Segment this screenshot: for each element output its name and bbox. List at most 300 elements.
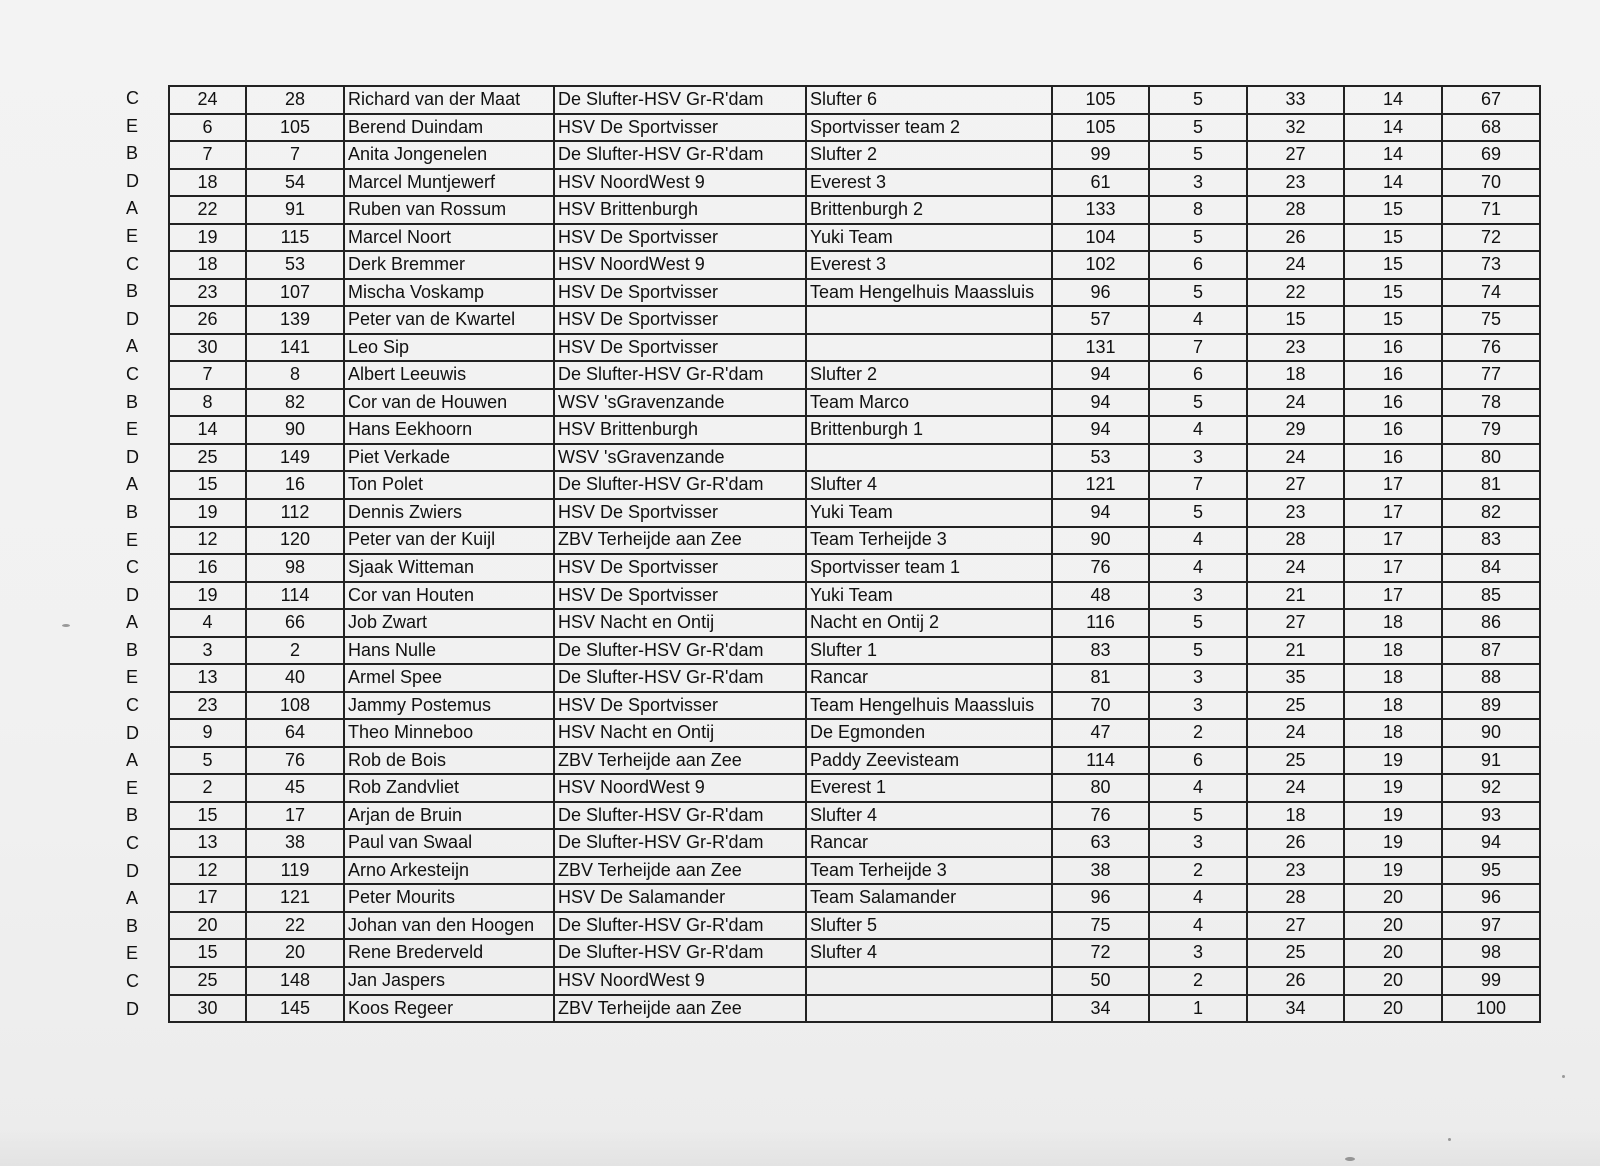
cell-col2: 149 <box>246 444 344 472</box>
cell-club: HSV De Sportvisser <box>554 582 806 610</box>
results-table <box>168 85 1541 1023</box>
cell-col7: 97 <box>1442 912 1540 940</box>
cell-club: HSV De Sportvisser <box>554 499 806 527</box>
cell-col4: 2 <box>1149 857 1247 885</box>
cell-name: Arjan de Bruin <box>344 802 554 830</box>
cell-col3: 96 <box>1052 884 1149 912</box>
cell-col6: 17 <box>1344 554 1442 582</box>
cell-col7: 84 <box>1442 554 1540 582</box>
cell-col4: 5 <box>1149 499 1247 527</box>
table-row <box>169 967 1540 995</box>
cell-name: Peter van der Kuijl <box>344 527 554 555</box>
cell-col2: 90 <box>246 416 344 444</box>
cell-col2: 108 <box>246 692 344 720</box>
cell-col3: 70 <box>1052 692 1149 720</box>
cell-col3: 61 <box>1052 169 1149 197</box>
cell-col6: 18 <box>1344 719 1442 747</box>
cell-team: Everest 3 <box>806 251 1052 279</box>
cell-col1: 22 <box>169 196 246 224</box>
cell-name: Rene Brederveld <box>344 939 554 967</box>
cell-col1: 19 <box>169 224 246 252</box>
cell-name: Peter Mourits <box>344 884 554 912</box>
cell-col1: 18 <box>169 169 246 197</box>
table-row <box>169 141 1540 169</box>
cell-team <box>806 995 1052 1023</box>
cell-col6: 20 <box>1344 884 1442 912</box>
group-letter-column <box>118 85 168 1023</box>
group-letter: D <box>126 584 139 605</box>
cell-col6: 17 <box>1344 527 1442 555</box>
cell-col5: 29 <box>1247 416 1344 444</box>
cell-col7: 76 <box>1442 334 1540 362</box>
cell-col4: 7 <box>1149 334 1247 362</box>
cell-col6: 15 <box>1344 279 1442 307</box>
cell-club: HSV De Sportvisser <box>554 279 806 307</box>
group-letter: B <box>126 805 139 826</box>
cell-name: Dennis Zwiers <box>344 499 554 527</box>
cell-team: Slufter 4 <box>806 802 1052 830</box>
cell-col1: 9 <box>169 719 246 747</box>
cell-col7: 99 <box>1442 967 1540 995</box>
group-letter: D <box>126 308 139 329</box>
cell-col1: 30 <box>169 995 246 1023</box>
cell-col1: 13 <box>169 829 246 857</box>
cell-col2: 66 <box>246 609 344 637</box>
cell-name: Theo Minneboo <box>344 719 554 747</box>
group-letter: A <box>126 750 139 771</box>
cell-col1: 15 <box>169 939 246 967</box>
cell-col4: 4 <box>1149 884 1247 912</box>
cell-name: Rob Zandvliet <box>344 774 554 802</box>
table-row <box>169 306 1540 334</box>
cell-col7: 95 <box>1442 857 1540 885</box>
cell-col5: 26 <box>1247 224 1344 252</box>
cell-name: Arno Arkesteijn <box>344 857 554 885</box>
cell-col7: 98 <box>1442 939 1540 967</box>
cell-club: De Slufter-HSV Gr-R'dam <box>554 361 806 389</box>
cell-col5: 15 <box>1247 306 1344 334</box>
table-row <box>169 361 1540 389</box>
table-row <box>169 719 1540 747</box>
cell-col5: 28 <box>1247 527 1344 555</box>
cell-col3: 99 <box>1052 141 1149 169</box>
cell-col5: 25 <box>1247 939 1344 967</box>
table-row <box>169 857 1540 885</box>
table-row <box>169 554 1540 582</box>
cell-name: Hans Eekhoorn <box>344 416 554 444</box>
cell-col5: 24 <box>1247 389 1344 417</box>
cell-col4: 3 <box>1149 829 1247 857</box>
cell-name: Marcel Noort <box>344 224 554 252</box>
cell-col5: 23 <box>1247 334 1344 362</box>
cell-col1: 13 <box>169 664 246 692</box>
cell-col4: 5 <box>1149 114 1247 142</box>
cell-col1: 3 <box>169 637 246 665</box>
group-letter: E <box>126 529 139 550</box>
cell-col5: 26 <box>1247 829 1344 857</box>
cell-col5: 35 <box>1247 664 1344 692</box>
cell-col5: 32 <box>1247 114 1344 142</box>
cell-col7: 86 <box>1442 609 1540 637</box>
cell-col3: 133 <box>1052 196 1149 224</box>
cell-col4: 7 <box>1149 471 1247 499</box>
table-row <box>169 664 1540 692</box>
group-letter: B <box>126 281 139 302</box>
cell-col6: 14 <box>1344 114 1442 142</box>
cell-club: WSV 'sGravenzande <box>554 389 806 417</box>
cell-name: Mischa Voskamp <box>344 279 554 307</box>
table-row <box>169 389 1540 417</box>
cell-name: Armel Spee <box>344 664 554 692</box>
cell-team: Sportvisser team 1 <box>806 554 1052 582</box>
cell-col6: 18 <box>1344 664 1442 692</box>
table-row <box>169 279 1540 307</box>
cell-col3: 38 <box>1052 857 1149 885</box>
cell-name: Marcel Muntjewerf <box>344 169 554 197</box>
cell-club: HSV Brittenburgh <box>554 196 806 224</box>
cell-col2: 40 <box>246 664 344 692</box>
cell-team <box>806 444 1052 472</box>
cell-col7: 92 <box>1442 774 1540 802</box>
cell-col4: 2 <box>1149 967 1247 995</box>
cell-col1: 19 <box>169 499 246 527</box>
cell-col5: 23 <box>1247 169 1344 197</box>
table-row <box>169 527 1540 555</box>
cell-col2: 105 <box>246 114 344 142</box>
cell-team: Slufter 2 <box>806 141 1052 169</box>
cell-col4: 5 <box>1149 86 1247 114</box>
cell-name: Hans Nulle <box>344 637 554 665</box>
cell-col1: 12 <box>169 857 246 885</box>
cell-club: WSV 'sGravenzande <box>554 444 806 472</box>
cell-team: Slufter 1 <box>806 637 1052 665</box>
cell-club: HSV De Salamander <box>554 884 806 912</box>
cell-col6: 16 <box>1344 389 1442 417</box>
cell-col1: 24 <box>169 86 246 114</box>
cell-col3: 94 <box>1052 499 1149 527</box>
cell-col6: 15 <box>1344 224 1442 252</box>
cell-col3: 47 <box>1052 719 1149 747</box>
cell-col6: 14 <box>1344 86 1442 114</box>
scan-speck <box>62 624 70 627</box>
table-row <box>169 169 1540 197</box>
cell-club: De Slufter-HSV Gr-R'dam <box>554 86 806 114</box>
cell-col5: 24 <box>1247 774 1344 802</box>
cell-col3: 72 <box>1052 939 1149 967</box>
cell-col7: 77 <box>1442 361 1540 389</box>
cell-team <box>806 334 1052 362</box>
cell-col1: 17 <box>169 884 246 912</box>
cell-col6: 14 <box>1344 169 1442 197</box>
cell-col7: 96 <box>1442 884 1540 912</box>
cell-club: HSV Nacht en Ontij <box>554 609 806 637</box>
group-letter: D <box>126 722 139 743</box>
cell-col5: 34 <box>1247 995 1344 1023</box>
cell-col2: 8 <box>246 361 344 389</box>
cell-name: Johan van den Hoogen <box>344 912 554 940</box>
cell-team: Brittenburgh 2 <box>806 196 1052 224</box>
cell-col3: 94 <box>1052 389 1149 417</box>
cell-col4: 4 <box>1149 554 1247 582</box>
table-row <box>169 251 1540 279</box>
cell-col6: 18 <box>1344 609 1442 637</box>
table-row <box>169 692 1540 720</box>
cell-col6: 19 <box>1344 774 1442 802</box>
cell-team <box>806 967 1052 995</box>
cell-col2: 115 <box>246 224 344 252</box>
cell-col2: 121 <box>246 884 344 912</box>
cell-col3: 90 <box>1052 527 1149 555</box>
cell-col1: 8 <box>169 389 246 417</box>
cell-col3: 116 <box>1052 609 1149 637</box>
cell-col4: 3 <box>1149 664 1247 692</box>
cell-col7: 79 <box>1442 416 1540 444</box>
group-letter: E <box>126 777 139 798</box>
cell-col7: 74 <box>1442 279 1540 307</box>
cell-col1: 2 <box>169 774 246 802</box>
group-letter: C <box>126 363 139 384</box>
cell-col4: 3 <box>1149 444 1247 472</box>
cell-col7: 83 <box>1442 527 1540 555</box>
cell-col3: 34 <box>1052 995 1149 1023</box>
cell-col3: 76 <box>1052 802 1149 830</box>
cell-col6: 17 <box>1344 499 1442 527</box>
cell-col4: 5 <box>1149 609 1247 637</box>
cell-club: De Slufter-HSV Gr-R'dam <box>554 637 806 665</box>
cell-team: Team Salamander <box>806 884 1052 912</box>
cell-col7: 94 <box>1442 829 1540 857</box>
cell-col7: 67 <box>1442 86 1540 114</box>
cell-club: ZBV Terheijde aan Zee <box>554 747 806 775</box>
cell-club: HSV De Sportvisser <box>554 306 806 334</box>
cell-club: HSV NoordWest 9 <box>554 774 806 802</box>
cell-team: Team Terheijde 3 <box>806 527 1052 555</box>
cell-col5: 22 <box>1247 279 1344 307</box>
cell-col7: 90 <box>1442 719 1540 747</box>
cell-club: HSV De Sportvisser <box>554 692 806 720</box>
cell-col4: 2 <box>1149 719 1247 747</box>
cell-col4: 3 <box>1149 169 1247 197</box>
cell-col3: 80 <box>1052 774 1149 802</box>
group-letter: E <box>126 667 139 688</box>
cell-team: Everest 1 <box>806 774 1052 802</box>
cell-col5: 18 <box>1247 802 1344 830</box>
cell-name: Jammy Postemus <box>344 692 554 720</box>
cell-col6: 16 <box>1344 334 1442 362</box>
cell-col1: 18 <box>169 251 246 279</box>
group-letter: B <box>126 391 139 412</box>
cell-col2: 64 <box>246 719 344 747</box>
table-row <box>169 995 1540 1023</box>
cell-col2: 107 <box>246 279 344 307</box>
group-letter: C <box>126 833 139 854</box>
table-row <box>169 224 1540 252</box>
cell-col1: 15 <box>169 471 246 499</box>
cell-name: Job Zwart <box>344 609 554 637</box>
cell-name: Albert Leeuwis <box>344 361 554 389</box>
cell-col5: 27 <box>1247 912 1344 940</box>
table-row <box>169 609 1540 637</box>
group-letter: E <box>126 943 139 964</box>
cell-col5: 21 <box>1247 637 1344 665</box>
group-letter: D <box>126 998 139 1019</box>
cell-col4: 4 <box>1149 416 1247 444</box>
cell-team <box>806 306 1052 334</box>
group-letter: D <box>126 860 139 881</box>
cell-col1: 25 <box>169 444 246 472</box>
cell-col6: 14 <box>1344 141 1442 169</box>
cell-col1: 16 <box>169 554 246 582</box>
cell-col4: 1 <box>1149 995 1247 1023</box>
cell-col4: 5 <box>1149 802 1247 830</box>
cell-col2: 54 <box>246 169 344 197</box>
cell-col3: 104 <box>1052 224 1149 252</box>
cell-club: De Slufter-HSV Gr-R'dam <box>554 912 806 940</box>
cell-club: De Slufter-HSV Gr-R'dam <box>554 141 806 169</box>
cell-name: Koos Regeer <box>344 995 554 1023</box>
table-row <box>169 86 1540 114</box>
cell-col5: 25 <box>1247 692 1344 720</box>
cell-name: Berend Duindam <box>344 114 554 142</box>
cell-team: Slufter 6 <box>806 86 1052 114</box>
cell-col7: 75 <box>1442 306 1540 334</box>
cell-team: Brittenburgh 1 <box>806 416 1052 444</box>
cell-name: Ton Polet <box>344 471 554 499</box>
group-letter: B <box>126 639 139 660</box>
cell-col3: 94 <box>1052 416 1149 444</box>
cell-col7: 81 <box>1442 471 1540 499</box>
cell-col4: 6 <box>1149 361 1247 389</box>
cell-col3: 48 <box>1052 582 1149 610</box>
cell-col2: 139 <box>246 306 344 334</box>
cell-col7: 70 <box>1442 169 1540 197</box>
cell-col3: 75 <box>1052 912 1149 940</box>
cell-col1: 25 <box>169 967 246 995</box>
cell-col3: 105 <box>1052 86 1149 114</box>
cell-col1: 14 <box>169 416 246 444</box>
cell-team: Paddy Zeevisteam <box>806 747 1052 775</box>
cell-col3: 102 <box>1052 251 1149 279</box>
cell-club: HSV NoordWest 9 <box>554 251 806 279</box>
cell-name: Rob de Bois <box>344 747 554 775</box>
cell-col4: 4 <box>1149 527 1247 555</box>
cell-team: Rancar <box>806 829 1052 857</box>
cell-col4: 8 <box>1149 196 1247 224</box>
cell-col7: 78 <box>1442 389 1540 417</box>
cell-col3: 121 <box>1052 471 1149 499</box>
cell-col5: 23 <box>1247 857 1344 885</box>
group-letter: B <box>126 915 139 936</box>
cell-col1: 12 <box>169 527 246 555</box>
cell-col5: 27 <box>1247 471 1344 499</box>
cell-team: Sportvisser team 2 <box>806 114 1052 142</box>
cell-team: Everest 3 <box>806 169 1052 197</box>
cell-col3: 131 <box>1052 334 1149 362</box>
cell-name: Derk Bremmer <box>344 251 554 279</box>
cell-club: HSV NoordWest 9 <box>554 967 806 995</box>
cell-col6: 15 <box>1344 251 1442 279</box>
cell-col2: 148 <box>246 967 344 995</box>
cell-col7: 68 <box>1442 114 1540 142</box>
cell-col7: 93 <box>1442 802 1540 830</box>
group-letter: C <box>126 695 139 716</box>
cell-club: HSV De Sportvisser <box>554 224 806 252</box>
table-row <box>169 416 1540 444</box>
cell-col1: 26 <box>169 306 246 334</box>
table-row <box>169 829 1540 857</box>
cell-col3: 50 <box>1052 967 1149 995</box>
group-letter: E <box>126 115 139 136</box>
cell-col3: 96 <box>1052 279 1149 307</box>
group-letter: A <box>126 198 139 219</box>
cell-club: De Slufter-HSV Gr-R'dam <box>554 829 806 857</box>
cell-team: Yuki Team <box>806 224 1052 252</box>
cell-col3: 94 <box>1052 361 1149 389</box>
cell-col2: 38 <box>246 829 344 857</box>
cell-name: Cor van de Houwen <box>344 389 554 417</box>
group-letter: E <box>126 225 139 246</box>
cell-club: ZBV Terheijde aan Zee <box>554 995 806 1023</box>
cell-col1: 6 <box>169 114 246 142</box>
cell-col2: 53 <box>246 251 344 279</box>
cell-club: HSV Brittenburgh <box>554 416 806 444</box>
cell-col3: 114 <box>1052 747 1149 775</box>
scan-speck <box>1562 1075 1565 1078</box>
cell-col6: 16 <box>1344 361 1442 389</box>
group-letter: C <box>126 88 139 108</box>
cell-club: HSV De Sportvisser <box>554 554 806 582</box>
cell-col5: 18 <box>1247 361 1344 389</box>
cell-team: Yuki Team <box>806 582 1052 610</box>
cell-col4: 5 <box>1149 637 1247 665</box>
cell-col2: 16 <box>246 471 344 499</box>
results-wrapper <box>118 85 1541 1023</box>
cell-col5: 25 <box>1247 747 1344 775</box>
cell-col2: 145 <box>246 995 344 1023</box>
cell-col3: 105 <box>1052 114 1149 142</box>
cell-name: Jan Jaspers <box>344 967 554 995</box>
cell-club: ZBV Terheijde aan Zee <box>554 857 806 885</box>
table-row <box>169 334 1540 362</box>
cell-team: Slufter 4 <box>806 939 1052 967</box>
cell-name: Peter van de Kwartel <box>344 306 554 334</box>
cell-club: ZBV Terheijde aan Zee <box>554 527 806 555</box>
cell-col5: 21 <box>1247 582 1344 610</box>
cell-team: Team Hengelhuis Maassluis <box>806 279 1052 307</box>
cell-col2: 119 <box>246 857 344 885</box>
cell-col6: 20 <box>1344 939 1442 967</box>
cell-col2: 141 <box>246 334 344 362</box>
cell-col2: 45 <box>246 774 344 802</box>
cell-col4: 5 <box>1149 224 1247 252</box>
cell-team: Slufter 5 <box>806 912 1052 940</box>
cell-col3: 76 <box>1052 554 1149 582</box>
cell-col6: 18 <box>1344 637 1442 665</box>
group-letter: D <box>126 446 139 467</box>
table-row <box>169 196 1540 224</box>
group-letter: C <box>126 253 139 274</box>
cell-col5: 23 <box>1247 499 1344 527</box>
table-row <box>169 912 1540 940</box>
group-letter: A <box>126 474 139 495</box>
cell-col1: 20 <box>169 912 246 940</box>
cell-col2: 20 <box>246 939 344 967</box>
cell-name: Richard van der Maat <box>344 86 554 114</box>
cell-col7: 85 <box>1442 582 1540 610</box>
cell-team: Slufter 2 <box>806 361 1052 389</box>
cell-team: Nacht en Ontij 2 <box>806 609 1052 637</box>
cell-col7: 89 <box>1442 692 1540 720</box>
